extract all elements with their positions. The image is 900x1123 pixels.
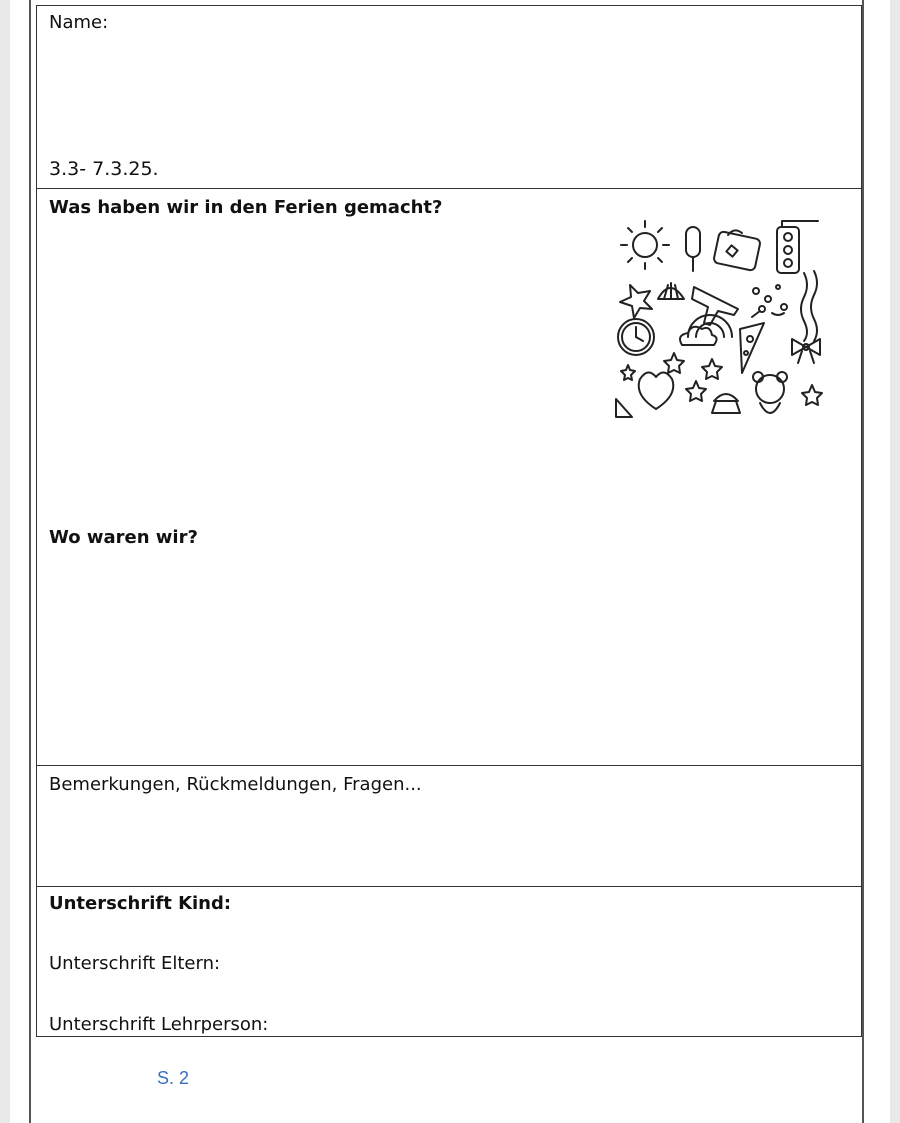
question-where: Wo waren wir?	[49, 527, 198, 548]
remarks-label: Bemerkungen, Rückmeldungen, Fragen...	[49, 774, 422, 795]
date-range: 3.3- 7.3.25.	[49, 158, 159, 180]
questions-cell	[37, 188, 861, 765]
worksheet-table	[36, 5, 862, 1037]
page-border-right	[862, 0, 864, 1123]
holiday-doodles-icon	[612, 213, 832, 421]
name-label: Name:	[49, 12, 109, 33]
page-border-left	[29, 0, 31, 1123]
signature-teacher-label: Unterschrift Lehrperson:	[49, 1014, 269, 1035]
signatures-cell	[37, 886, 861, 1036]
page-number: S. 2	[157, 1068, 190, 1088]
name-date-cell	[37, 6, 861, 188]
question-holidays: Was haben wir in den Ferien gemacht?	[49, 197, 443, 218]
signature-parents-label: Unterschrift Eltern:	[49, 953, 221, 974]
signature-child-label: Unterschrift Kind:	[49, 893, 232, 914]
remarks-cell	[37, 765, 861, 886]
